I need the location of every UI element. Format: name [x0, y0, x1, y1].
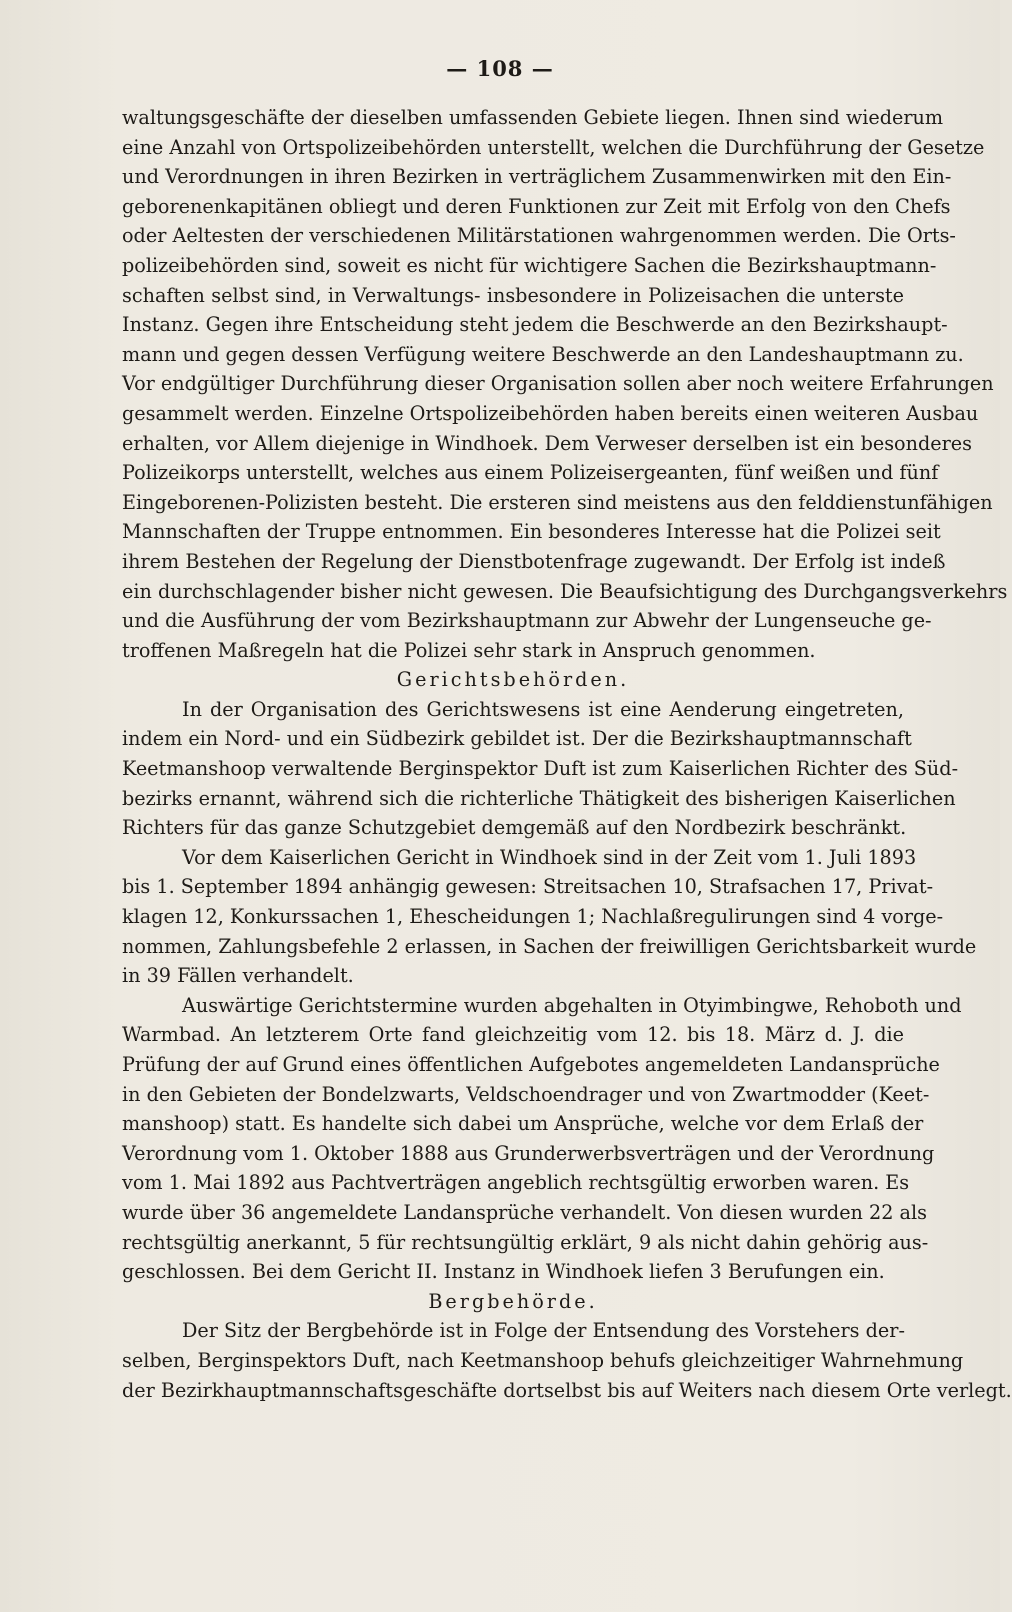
paragraph	[122, 1316, 1012, 1405]
text-line: Verordnung vom 1. Oktober 1888 aus Grunderwerbsverträgen und der Verordnung	[122, 1141, 935, 1165]
text-line: selben, Berginspektors Duft, nach Keetmanshoop behufs gleichzeitiger Wahrnehmung	[122, 1348, 964, 1372]
page-number: — 108 —	[446, 56, 554, 81]
text-line: Vor endgültiger Durchführung dieser Organisation sollen aber noch weitere Erfahrungen	[122, 372, 994, 396]
paragraph	[122, 843, 977, 991]
paragraph	[122, 103, 1008, 665]
text-line: ein durchschlagender bisher nicht gewesen. Die Beaufsichtigung des Durchgangsverkehrs	[122, 579, 1008, 603]
text-line: Vor dem Kaiserlichen Gericht in Windhoek sind in der Zeit vom 1. Juli 1893	[182, 845, 917, 869]
text-line: Warmbad. An letzterem Orte fand gleichzeitig vom 12. bis 18. März d. J. die	[122, 1023, 904, 1047]
text-line: Keetmanshoop verwaltende Berginspektor Duft ist zum Kaiserlichen Richter des Süd-	[122, 757, 959, 781]
text-line: erhalten, vor Allem diejenige in Windhoek. Dem Verweser derselben ist ein besonderes	[122, 431, 972, 455]
text-line: Mannschaften der Truppe entnommen. Ein besonderes Interesse hat die Polizei seit	[122, 520, 941, 544]
text-line: ihrem Bestehen der Regelung der Dienstbotenfrage zugewandt. Der Erfolg ist indeß	[122, 549, 946, 573]
text-line: mann und gegen dessen Verfügung weitere Beschwerde an den Landeshauptmann zu.	[122, 342, 964, 366]
text-line: in 39 Fällen verhandelt.	[122, 964, 354, 988]
text-line: wurde über 36 angemeldete Landansprüche verhandelt. Von diesen wurden 22 als	[122, 1200, 927, 1224]
text-line: geborenenkapitänen obliegt und deren Funktionen zur Zeit mit Erfolg von den Chefs	[122, 194, 951, 218]
text-line: indem ein Nord- und ein Südbezirk gebildet ist. Der die Bezirkshauptmannschaft	[122, 727, 912, 751]
text-line: manshoop) statt. Es handelte sich dabei um Ansprüche, welche vor dem Erlaß der	[122, 1112, 924, 1136]
text-line: klagen 12, Konkurssachen 1, Ehescheidungen 1; Nachlaßregulirungen sind 4 vorge-	[122, 905, 944, 929]
text-line: Richters für das ganze Schutzgebiet demgemäß auf den Nordbezirk beschränkt.	[122, 816, 907, 840]
text-line: schaften selbst sind, in Verwaltungs- insbesondere in Polizeisachen die unterste	[122, 283, 904, 307]
text-line: bezirks ernannt, während sich die richterliche Thätigkeit des bisherigen Kaiserlichen	[122, 786, 956, 810]
text-line: und die Ausführung der vom Bezirkshauptmann zur Abwehr der Lungenseuche ge-	[122, 609, 932, 633]
body-text	[122, 103, 1012, 1405]
text-line: troffenen Maßregeln hat die Polizei sehr stark in Anspruch genommen.	[122, 638, 816, 662]
text-line: oder Aeltesten der verschiedenen Militärstationen wahrgenommen werden. Die Orts-	[122, 224, 956, 248]
text-line: In der Organisation des Gerichtswesens ist eine Aenderung eingetreten,	[182, 697, 904, 721]
text-line: eine Anzahl von Ortspolizeibehörden unterstellt, welchen die Durchführung der Gesetze	[122, 135, 985, 159]
text-line: Instanz. Gegen ihre Entscheidung steht jedem die Beschwerde an den Bezirkshaupt-	[122, 313, 948, 337]
paragraph	[122, 991, 962, 1287]
text-line: rechtsgültig anerkannt, 5 für rechtsungültig erklärt, 9 als nicht dahin gehörig aus-	[122, 1230, 929, 1254]
text-line: Auswärtige Gerichtstermine wurden abgehalten in Otyimbingwe, Rehoboth und	[182, 993, 962, 1017]
text-line: Der Sitz der Bergbehörde ist in Folge der Entsendung des Vorstehers der-	[182, 1319, 905, 1343]
text-line: polizeibehörden sind, soweit es nicht für wichtigere Sachen die Bezirkshauptmann-	[122, 253, 937, 277]
paragraph	[122, 695, 959, 843]
text-line: Eingeborenen-Polizisten besteht. Die ersteren sind meistens aus den felddienstunfähigen	[122, 490, 993, 514]
text-line: vom 1. Mai 1892 aus Pachtverträgen angeblich rechtsgültig erworben waren. Es	[122, 1171, 910, 1195]
section-heading: Gerichtsbehörden.	[396, 668, 630, 692]
text-line: Polizeikorps unterstellt, welches aus einem Polizeisergeanten, fünf weißen und fünf	[122, 461, 939, 485]
text-line: in den Gebieten der Bondelzwarts, Veldschoendrager und von Zwartmodder (Keet-	[122, 1082, 930, 1106]
text-line: nommen, Zahlungsbefehle 2 erlassen, in Sachen der freiwilligen Gerichtsbarkeit wurde	[122, 934, 977, 958]
text-line: der Bezirkhauptmannschaftsgeschäfte dortselbst bis auf Weiters nach diesem Orte verlegt.	[122, 1378, 1012, 1402]
text-line: bis 1. September 1894 anhängig gewesen: Streitsachen 10, Strafsachen 17, Privat-	[122, 875, 934, 899]
text-line: und Verordnungen in ihren Bezirken in verträglichem Zusammenwirken mit den Ein-	[122, 165, 952, 189]
text-line: waltungsgeschäfte der dieselben umfassenden Gebiete liegen. Ihnen sind wiederum	[122, 106, 944, 129]
text-line: geschlossen. Bei dem Gericht II. Instanz in Windhoek liefen 3 Berufungen ein.	[122, 1260, 885, 1284]
section-heading: Bergbehörde.	[428, 1289, 598, 1313]
text-line: Prüfung der auf Grund eines öffentlichen Aufgebotes angemeldeten Landansprüche	[122, 1053, 940, 1076]
text-line: gesammelt werden. Einzelne Ortspolizeibehörden haben bereits einen weiteren Ausbau	[122, 401, 979, 425]
